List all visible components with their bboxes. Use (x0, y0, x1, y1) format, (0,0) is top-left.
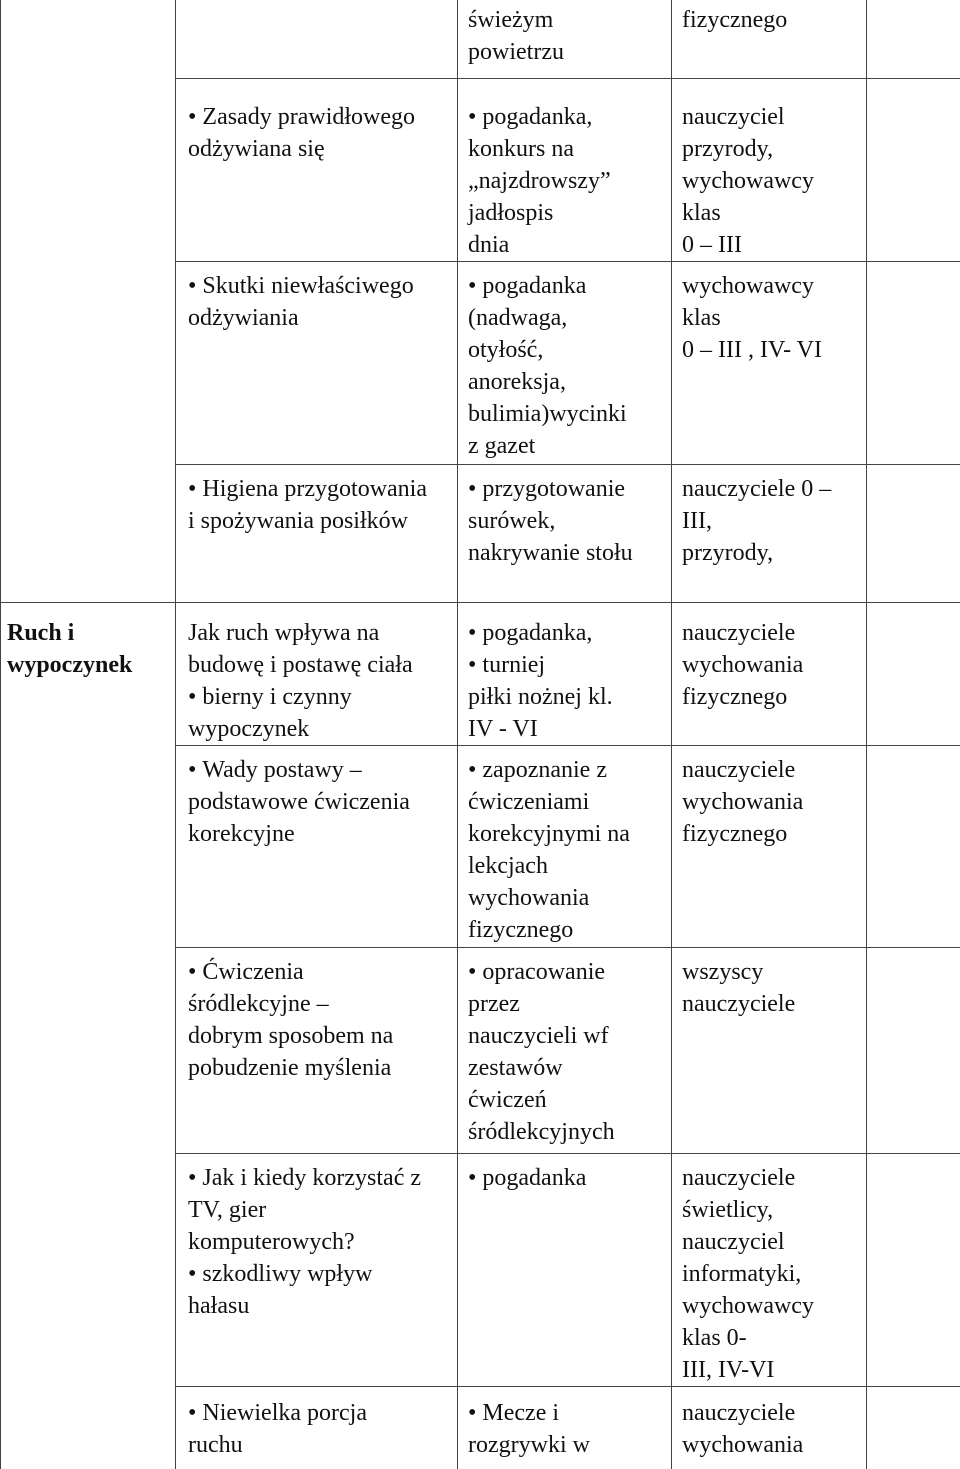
table-body (1, 0, 960, 1469)
responsible-line: wychowania (682, 1429, 860, 1461)
method-cell (458, 464, 672, 602)
responsible-line: 0 – III (682, 229, 860, 261)
responsible-line: przyrody, (682, 537, 860, 569)
topic-line: dobrym sposobem na (188, 1020, 451, 1052)
method-cell (458, 261, 672, 464)
topic-cell (176, 464, 458, 602)
method-line: • pogadanka (468, 270, 665, 302)
method-line: piłki nożnej kl. (468, 681, 665, 713)
responsible-line: nauczyciel (682, 101, 860, 133)
responsible-line: wychowania (682, 649, 860, 681)
responsible-cell (672, 464, 867, 602)
method-line: • Mecze i (468, 1397, 665, 1429)
topic-line: wypoczynek (188, 713, 451, 745)
topic-line: budowę i postawę ciała (188, 649, 451, 681)
responsible-cell (672, 1153, 867, 1386)
method-line: ćwiczeń (468, 1084, 665, 1116)
responsible-line: 0 – III , IV- VI (682, 334, 860, 366)
topic-line: • bierny i czynny (188, 681, 451, 713)
responsible-line: fizycznego (682, 4, 860, 36)
responsible-line: nauczyciel (682, 1226, 860, 1258)
method-line: lekcjach (468, 850, 665, 882)
topic-cell (176, 947, 458, 1153)
section-cell (1, 0, 176, 78)
responsible-cell (672, 261, 867, 464)
table-row (1, 745, 960, 947)
table-row (1, 602, 960, 745)
topic-cell (176, 745, 458, 947)
method-line: ćwiczeniami (468, 786, 665, 818)
method-line: • opracowanie (468, 956, 665, 988)
method-line: • turniej (468, 649, 665, 681)
section-cell (1, 261, 176, 464)
table-row (1, 78, 960, 261)
section-cell (1, 78, 176, 261)
responsible-line: nauczyciele (682, 617, 860, 649)
method-line: przez (468, 988, 665, 1020)
method-line: nakrywanie stołu (468, 537, 665, 569)
topic-line: TV, gier (188, 1194, 451, 1226)
topic-line: i spożywania posiłków (188, 505, 451, 537)
responsible-line: klas (682, 197, 860, 229)
responsible-line: III, (682, 505, 860, 537)
section-cell (1, 947, 176, 1153)
method-line: konkurs na (468, 133, 665, 165)
topic-line: • Zasady prawidłowego (188, 101, 451, 133)
empty-cell (867, 947, 960, 1153)
empty-cell (867, 1386, 960, 1469)
method-line: • zapoznanie z (468, 754, 665, 786)
method-line: „najzdrowszy” (468, 165, 665, 197)
topic-line: • szkodliwy wpływ (188, 1258, 451, 1290)
method-line: zestawów (468, 1052, 665, 1084)
empty-cell (867, 602, 960, 745)
section-title: Ruch i wypoczynek (7, 617, 157, 681)
topic-line: pobudzenie myślenia (188, 1052, 451, 1084)
responsible-cell (672, 0, 867, 78)
method-line: • pogadanka, (468, 617, 665, 649)
responsible-line: informatyki, (682, 1258, 860, 1290)
responsible-line: wychowawcy (682, 165, 860, 197)
method-line: świeżym (468, 4, 665, 36)
table-row (1, 464, 960, 602)
table-row (1, 261, 960, 464)
topic-line: • Jak i kiedy korzystać z (188, 1162, 451, 1194)
method-line: nauczycieli wf (468, 1020, 665, 1052)
topic-cell (176, 78, 458, 261)
responsible-line: wychowawcy (682, 1290, 860, 1322)
section-cell (1, 602, 176, 745)
method-line: bulimia)wycinki (468, 398, 665, 430)
method-line: otyłość, (468, 334, 665, 366)
method-line: rozgrywki w (468, 1429, 665, 1461)
topic-cell (176, 261, 458, 464)
responsible-line: świetlicy, (682, 1194, 860, 1226)
empty-cell (867, 0, 960, 78)
method-line: z gazet (468, 430, 665, 462)
topic-line: ruchu (188, 1429, 451, 1461)
method-cell (458, 78, 672, 261)
topic-line: śródlekcyjne – (188, 988, 451, 1020)
responsible-line: klas 0- (682, 1322, 860, 1354)
responsible-line: fizycznego (682, 681, 860, 713)
responsible-line: klas (682, 302, 860, 334)
responsible-cell (672, 745, 867, 947)
empty-cell (867, 745, 960, 947)
method-line: wychowania (468, 882, 665, 914)
method-line: (nadwaga, (468, 302, 665, 334)
table-row (1, 947, 960, 1153)
empty-cell (867, 261, 960, 464)
method-line: powietrzu (468, 36, 665, 68)
responsible-line: nauczyciele (682, 1397, 860, 1429)
responsible-line: nauczyciele (682, 1162, 860, 1194)
topic-line: • Higiena przygotowania (188, 473, 451, 505)
method-line: dnia (468, 229, 665, 261)
method-cell (458, 0, 672, 78)
method-line: IV - VI (468, 713, 665, 745)
topic-line: • Skutki niewłaściwego (188, 270, 451, 302)
section-cell (1, 464, 176, 602)
method-line: • pogadanka (468, 1162, 665, 1194)
responsible-cell (672, 947, 867, 1153)
method-line: korekcyjnymi na (468, 818, 665, 850)
table-row (1, 0, 960, 78)
responsible-line: fizycznego (682, 818, 860, 850)
responsible-line: wychowania (682, 786, 860, 818)
empty-cell (867, 1153, 960, 1386)
table-row (1, 1153, 960, 1386)
method-cell (458, 947, 672, 1153)
method-line: anoreksja, (468, 366, 665, 398)
responsible-cell (672, 78, 867, 261)
section-cell (1, 745, 176, 947)
responsible-line: III, IV-VI (682, 1354, 860, 1386)
table-row (1, 1386, 960, 1469)
topic-line: hałasu (188, 1290, 451, 1322)
topic-cell (176, 1153, 458, 1386)
method-line: • pogadanka, (468, 101, 665, 133)
topic-line: • Ćwiczenia (188, 956, 451, 988)
topic-line: • Niewielka porcja (188, 1397, 451, 1429)
method-cell (458, 1386, 672, 1469)
method-line: • przygotowanie (468, 473, 665, 505)
topic-line: odżywiana się (188, 133, 451, 165)
section-cell (1, 1153, 176, 1386)
topic-line: korekcyjne (188, 818, 451, 850)
empty-cell (867, 464, 960, 602)
responsible-line: nauczyciele (682, 988, 860, 1020)
responsible-line: wychowawcy (682, 270, 860, 302)
responsible-line: przyrody, (682, 133, 860, 165)
topic-line: odżywiania (188, 302, 451, 334)
topic-line: • Wady postawy – (188, 754, 451, 786)
method-cell (458, 745, 672, 947)
topic-cell (176, 1386, 458, 1469)
method-line: jadłospis (468, 197, 665, 229)
topic-line: podstawowe ćwiczenia (188, 786, 451, 818)
topic-cell (176, 0, 458, 78)
method-cell (458, 1153, 672, 1386)
empty-cell (867, 78, 960, 261)
topic-line: komputerowych? (188, 1226, 451, 1258)
responsible-cell (672, 1386, 867, 1469)
topic-line: Jak ruch wpływa na (188, 617, 451, 649)
responsible-line: wszyscy (682, 956, 860, 988)
method-line: fizycznego (468, 914, 665, 946)
section-cell (1, 1386, 176, 1469)
responsible-line: nauczyciele 0 – (682, 473, 860, 505)
method-line: śródlekcyjnych (468, 1116, 665, 1148)
responsible-cell (672, 602, 867, 745)
method-line: surówek, (468, 505, 665, 537)
method-cell (458, 602, 672, 745)
responsible-line: nauczyciele (682, 754, 860, 786)
topic-cell (176, 602, 458, 745)
